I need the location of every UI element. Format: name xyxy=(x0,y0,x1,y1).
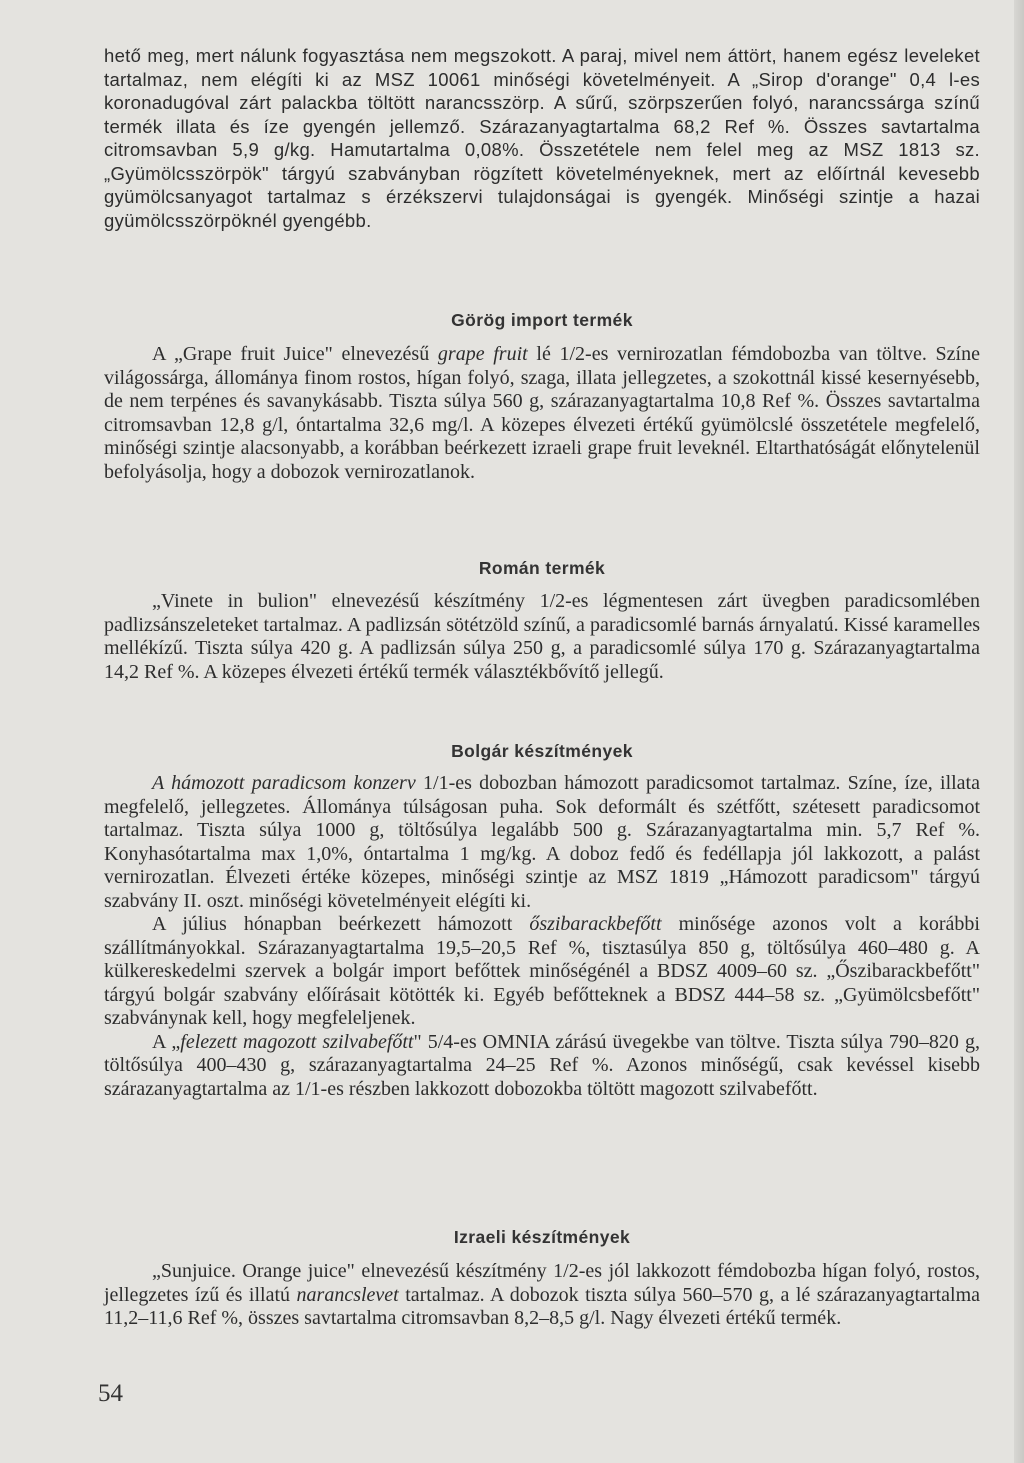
heading-romanian: Román termék xyxy=(478,558,606,578)
bulgarian-text-block xyxy=(104,772,980,1101)
bulgarian-p3-italic: felezett magozott szilvabefőtt xyxy=(180,1030,414,1053)
greek-italic-term: grape fruit xyxy=(437,343,528,365)
greek-rest: lé 1/2-es vernirozatlan fémdobozba van töltve. Színe világossárga, állománya finom rostos, hígan folyó, szaga, illata jellegzetes, a szokottnál kissé kesernyésebb, de nem terpénes és savanykásabb. Tiszta súlya 560 g, szárazanyagtartalma 10,8 Ref %. Összes savtartalma citromsavban 12,8 g/l, óntartalma 32,6 mg/l. A közepes élvezeti értékű gyümölcslé összetétele megfelelő, minőségi szintje alacsonyabb, a korábban beérkezett izraeli grape fruit leveknél. Eltarthatóságát előnytelenül befolyásolja, hogy a dobozok vernirozatlanok. xyxy=(104,343,980,483)
bulgarian-p2-rest: minősége azonos volt a korábbi szállítmányokkal. Szárazanyagtartalma 19,5–20,5 Ref %, tisztasúlya 850 g, töltősúlya 460–480 g. A külkereskedelmi szervek a bolgár import befőttek minőségénél a BDSZ 4009–60 sz. „Őszibarackbefőtt" tárgyú bolgár szabvány előírásait kötötték ki. Egyéb befőtteknek a BDSZ 444–58 sz. „Gyümölcsbefőtt" szabványnak kell, hogy megfeleljenek. xyxy=(104,913,980,1029)
romanian-text-block xyxy=(104,590,980,684)
israeli-paragraph xyxy=(104,1260,980,1331)
intro-text-block xyxy=(104,44,980,232)
bulgarian-p3-prefix: A „ xyxy=(152,1030,181,1053)
intro-paragraph: hető meg, mert nálunk fogyasztása nem megszokott. A paraj, mivel nem áttört, hanem egész leveleket tartalmaz, nem elégíti ki az MSZ 10061 minőségi követelményeit. A „Sirop d'orange" 0,4 l-es koronadugóval zárt palackba töltött narancsszörp. A sűrű, szörpszerűen folyó, narancssárga színű termék illata és íze gyengén jellemző. Szárazanyagtartalma 68,2 Ref %. Összes savtartalma citromsavban 5,9 g/kg. Hamutartalma 0,08%. Összetétele nem felel meg az MSZ 1813 sz. „Gyümölcsszörpök" tárgyú szabványban rögzített követelményeknek, mert az előírtnál kevesebb gyümölcsanyagot tartalmaz s érzékszervi tulajdonságai is gyengék. Minőségi szintje a hazai gyümölcsszörpöknél gyengébb. xyxy=(104,45,980,231)
bulgarian-p2-prefix: A július hónapban beérkezett hámozott xyxy=(152,913,530,935)
israeli-text-block xyxy=(104,1260,980,1331)
greek-paragraph xyxy=(104,343,980,484)
bulgarian-p1-italic: A hámozott paradicsom konzerv xyxy=(152,772,416,794)
greek-prefix: A „Grape fruit Juice" elnevezésű xyxy=(152,343,438,365)
bulgarian-p3-rest: " 5/4-es OMNIA zárású üvegekbe van töltve. Tiszta súlya 790–820 g, töltősúlya 400–430 g, szárazanyagtartalma 24–25 Ref %. Azonos minőségű, csak kevéssel kisebb szárazanyagtartalma az 1/1-es részben lakkozott dobozokba töltött magozott szilvabefőtt. xyxy=(104,1030,980,1100)
bulgarian-p1-rest: 1/1-es dobozban hámozott paradicsomot tartalmaz. Színe, íze, illata megfelelő, jellegzetes. Állománya túlságosan puha. Sok deformált és szétfőtt, szétesett paradicsomot tartalmaz. Tiszta súlya 1000 g, töltősúlya legalább 500 g. Szárazanyagtartalma min. 5,7 Ref %. Konyhasótartalma max 1,0%, óntartalma 1 mg/kg. A doboz fedő és fedéllapja jól lakkozott, a palást vernirozatlan. Élvezeti értéke közepes, minőségi szintje az MSZ 1819 „Hámozott paradicsom" tárgyú szabvány II. oszt. minőségi követelményeit elégíti ki. xyxy=(104,772,980,912)
israeli-italic-term: narancslevet xyxy=(296,1283,399,1306)
bulgarian-p2-italic: őszibarackbefőtt xyxy=(529,913,662,935)
romanian-paragraph: „Vinete in bulion" elnevezésű készítmény 1/2-es légmentesen zárt üvegben paradicsomlében padlizsánszeleteket tartalmaz. A padlizsán sötétzöld színű, a paradicsomlé barnás árnyalatú. Kissé karamelles mellékízű. Tiszta súlya 420 g. A padlizsán súlya 250 g, a paradicsomlé súlya 170 g. Szárazanyagtartalma 14,2 Ref %. A közepes élvezeti értékű termék választékbővítő jellegű. xyxy=(104,590,980,683)
heading-greek-import: Görög import termék xyxy=(451,310,633,330)
heading-israeli: Izraeli készítmények xyxy=(453,1227,631,1247)
bulgarian-paragraph-2 xyxy=(104,913,980,1031)
bulgarian-paragraph-3 xyxy=(104,1031,980,1102)
bulgarian-paragraph-1 xyxy=(104,772,980,913)
greek-text-block xyxy=(104,343,980,484)
israeli-prefix: „Sunjuice. Orange juice" elnevezésű készítmény 1/2-es jól lakkozott fémdobozba hígan folyó, rostos, jellegzetes ízű és illatú xyxy=(104,1260,980,1306)
page-number: 54 xyxy=(98,1380,123,1407)
heading-bulgarian: Bolgár készítmények xyxy=(451,741,633,761)
page-edge-shadow xyxy=(1014,0,1024,1463)
israeli-rest: tartalmaz. A dobozok tiszta súlya 560–570 g, a lé szárazanyagtartalma 11,2–11,6 Ref %, összes savtartalma citromsavban 8,2–8,5 g/l. Nagy élvezeti értékű termék. xyxy=(104,1283,981,1329)
